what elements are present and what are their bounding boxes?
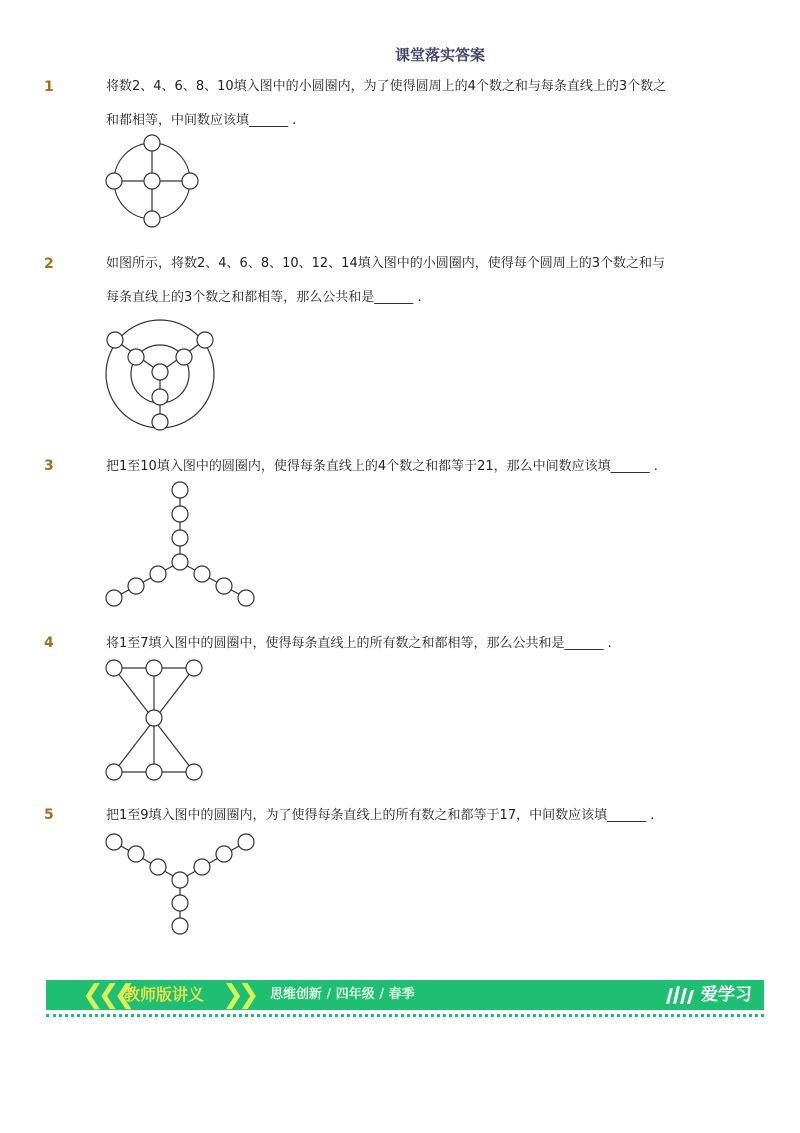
node-circle [172, 895, 188, 911]
page-title: 课堂落实答案 [394, 46, 485, 64]
question-number: 2 [44, 256, 54, 272]
node-circle [186, 764, 202, 780]
node-circle [106, 660, 122, 676]
figure-hourglass [100, 656, 204, 784]
node-circle [197, 332, 213, 348]
node-circle [238, 834, 254, 850]
question-text [106, 450, 726, 484]
footer-divider [46, 1014, 764, 1017]
figure-y-shape [100, 830, 260, 940]
node-circle [146, 660, 162, 676]
figure-circle-cross [100, 134, 210, 232]
node-circle [238, 590, 254, 606]
figure-tripod [100, 480, 260, 610]
question-line: 把1至9填入图中的圆圈内，为了使得每条直线上的所有数之和都等于17，中间数应该填______ . [106, 808, 655, 823]
question-line: 把1至10填入图中的圆圈内，使得每条直线上的4个数之和都等于21，那么中间数应该填______ . [106, 459, 658, 474]
node-circle [128, 846, 144, 862]
node-circle [150, 566, 166, 582]
figure-concentric-circles [100, 324, 224, 436]
footer-bar [46, 980, 764, 1010]
node-circle [106, 590, 122, 606]
node-circle [107, 332, 123, 348]
node-circle [176, 349, 192, 365]
brand-name: 爱学习 [701, 985, 752, 1005]
node-circle [106, 764, 122, 780]
node-circle [194, 859, 210, 875]
node-circle [144, 173, 160, 189]
node-circle [186, 660, 202, 676]
node-circle [172, 554, 188, 570]
brand-logo-icon [664, 984, 694, 1006]
question-number: 3 [44, 458, 54, 474]
node-circle [106, 834, 122, 850]
node-circle [216, 578, 232, 594]
node-circle [146, 764, 162, 780]
node-circle [106, 173, 122, 189]
question-number: 1 [44, 79, 54, 95]
node-circle [128, 578, 144, 594]
question-line: 如图所示，将数2、4、6、8、10、12、14填入图中的小圆圈内，使得每个圆周上的3个数之和与 [106, 256, 665, 271]
node-circle [194, 566, 210, 582]
footer-label: 教师版讲义 [124, 985, 205, 1004]
node-circle [216, 846, 232, 862]
question-line: 和都相等，中间数应该填______ . [106, 113, 297, 128]
node-circle [182, 173, 198, 189]
chevron-left-icon: ❮❮❮ [82, 980, 130, 1010]
question-line: 将数2、4、6、8、10填入图中的小圆圈内，为了使得圆周上的4个数之和与每条直线上的3个数之 [106, 79, 667, 94]
node-circle [172, 918, 188, 934]
question-number: 5 [44, 807, 54, 823]
node-circle [146, 710, 162, 726]
footer-subtitle: 思维创新 / 四年级 / 春季 [270, 987, 415, 1002]
question-line: 每条直线上的3个数之和都相等，那么公共和是______ . [106, 290, 422, 305]
node-circle [152, 414, 168, 430]
node-circle [172, 530, 188, 546]
node-circle [172, 482, 188, 498]
node-circle [144, 135, 160, 151]
node-circle [152, 364, 168, 380]
question-text [106, 70, 726, 138]
node-circle [144, 211, 160, 227]
question-line: 将1至7填入图中的圆圈中，使得每条直线上的所有数之和都相等，那么公共和是______ . [106, 636, 612, 651]
question-text [106, 799, 726, 833]
question-text [106, 247, 726, 315]
node-circle [172, 506, 188, 522]
node-circle [152, 389, 168, 405]
node-circle [128, 349, 144, 365]
node-circle [172, 872, 188, 888]
node-circle [150, 859, 166, 875]
question-number: 4 [44, 635, 54, 651]
chevron-right-icon: ❯❯ [222, 980, 254, 1010]
